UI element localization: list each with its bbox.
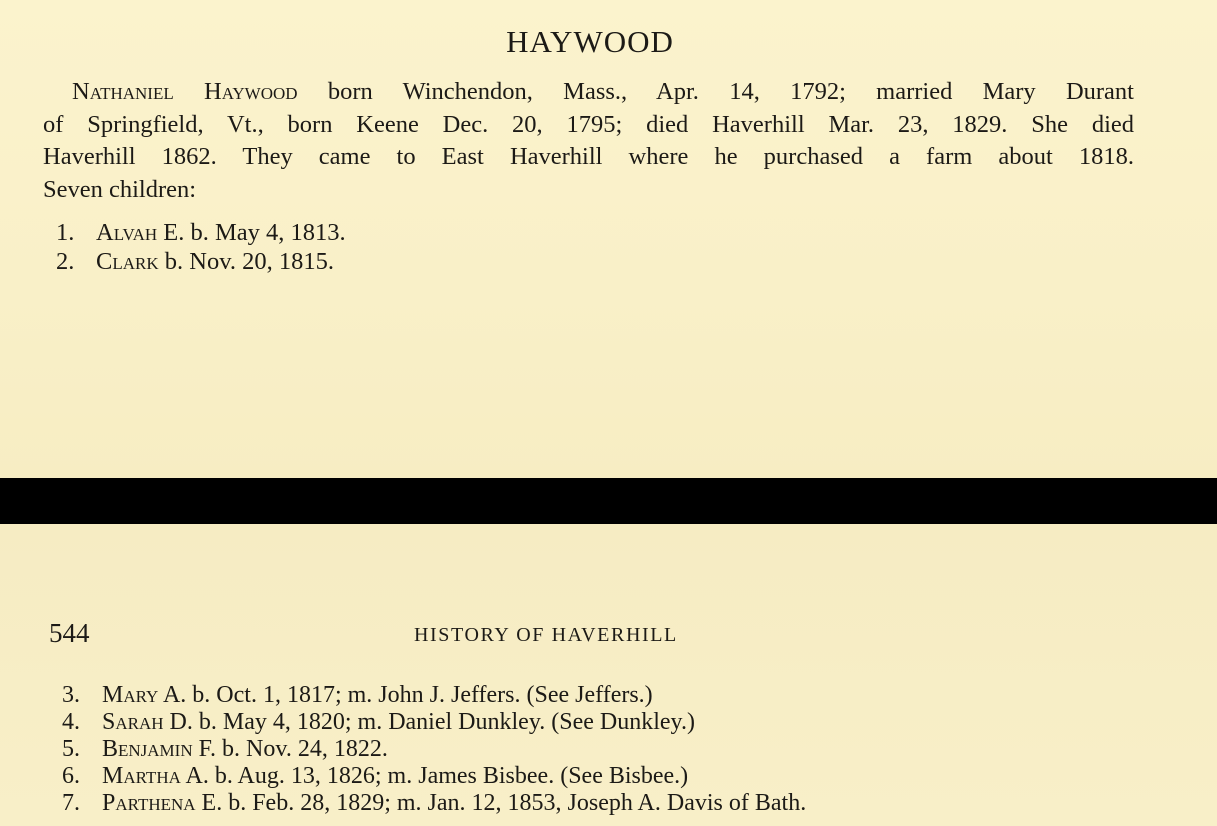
page-divider — [0, 478, 1217, 524]
list-item — [56, 218, 346, 247]
paragraph-text: Haverhill 1862. They came to East Haverhill where he purchased a farm about 1818. — [43, 143, 1134, 170]
child-name: Martha — [102, 763, 181, 789]
paragraph-text: Seven children: — [43, 175, 197, 203]
item-number: 6. — [62, 763, 80, 789]
child-details: D. b. May 4, 1820; m. Daniel Dunkley. (See Dunkley.) — [163, 709, 695, 735]
biography-paragraph — [43, 76, 1134, 206]
children-list-top — [56, 218, 346, 276]
child-name: Clark — [96, 248, 159, 275]
list-item — [56, 247, 346, 276]
list-item — [62, 736, 806, 763]
child-name: Sarah — [102, 709, 164, 735]
page-number: 544 — [49, 618, 90, 648]
child-details: E. b. May 4, 1813. — [157, 219, 346, 246]
child-details: E. b. Feb. 28, 1829; m. Jan. 12, 1853, Joseph A. Davis of Bath. — [195, 790, 807, 816]
item-number: 2. — [56, 248, 75, 275]
item-number: 1. — [56, 219, 75, 246]
child-name: Mary — [102, 682, 159, 708]
list-item — [62, 709, 806, 736]
section-heading: HAYWOOD — [506, 24, 674, 59]
paragraph-line — [43, 174, 1134, 207]
list-item — [62, 790, 806, 817]
child-name: Parthena — [102, 790, 196, 816]
child-name: Benjamin — [102, 736, 193, 762]
child-details: F. b. Nov. 24, 1822. — [192, 736, 388, 762]
running-head: HISTORY OF HAVERHILL — [414, 624, 678, 646]
child-name: Alvah — [96, 219, 158, 246]
item-number: 4. — [62, 709, 80, 735]
paragraph-line — [43, 109, 1134, 142]
item-number: 5. — [62, 736, 80, 762]
item-number: 3. — [62, 682, 80, 708]
person-name: Nathaniel Haywood — [72, 78, 298, 105]
paragraph-text: born Winchendon, Mass., Apr. 14, 1792; married Mary Durant — [297, 78, 1134, 105]
paragraph-text: of Springfield, Vt., born Keene Dec. 20, 1795; died Haverhill Mar. 23, 1829. She died — [43, 110, 1134, 138]
list-item — [62, 763, 806, 790]
children-list-bottom — [62, 682, 806, 817]
list-item — [62, 682, 806, 709]
paragraph-line — [43, 141, 1134, 174]
paragraph-line — [43, 76, 1134, 109]
child-details: b. Nov. 20, 1815. — [158, 248, 334, 275]
child-details: A. b. Oct. 1, 1817; m. John J. Jeffers. (See Jeffers.) — [158, 682, 653, 708]
child-details: A. b. Aug. 13, 1826; m. James Bisbee. (See Bisbee.) — [180, 763, 689, 789]
item-number: 7. — [62, 790, 80, 816]
